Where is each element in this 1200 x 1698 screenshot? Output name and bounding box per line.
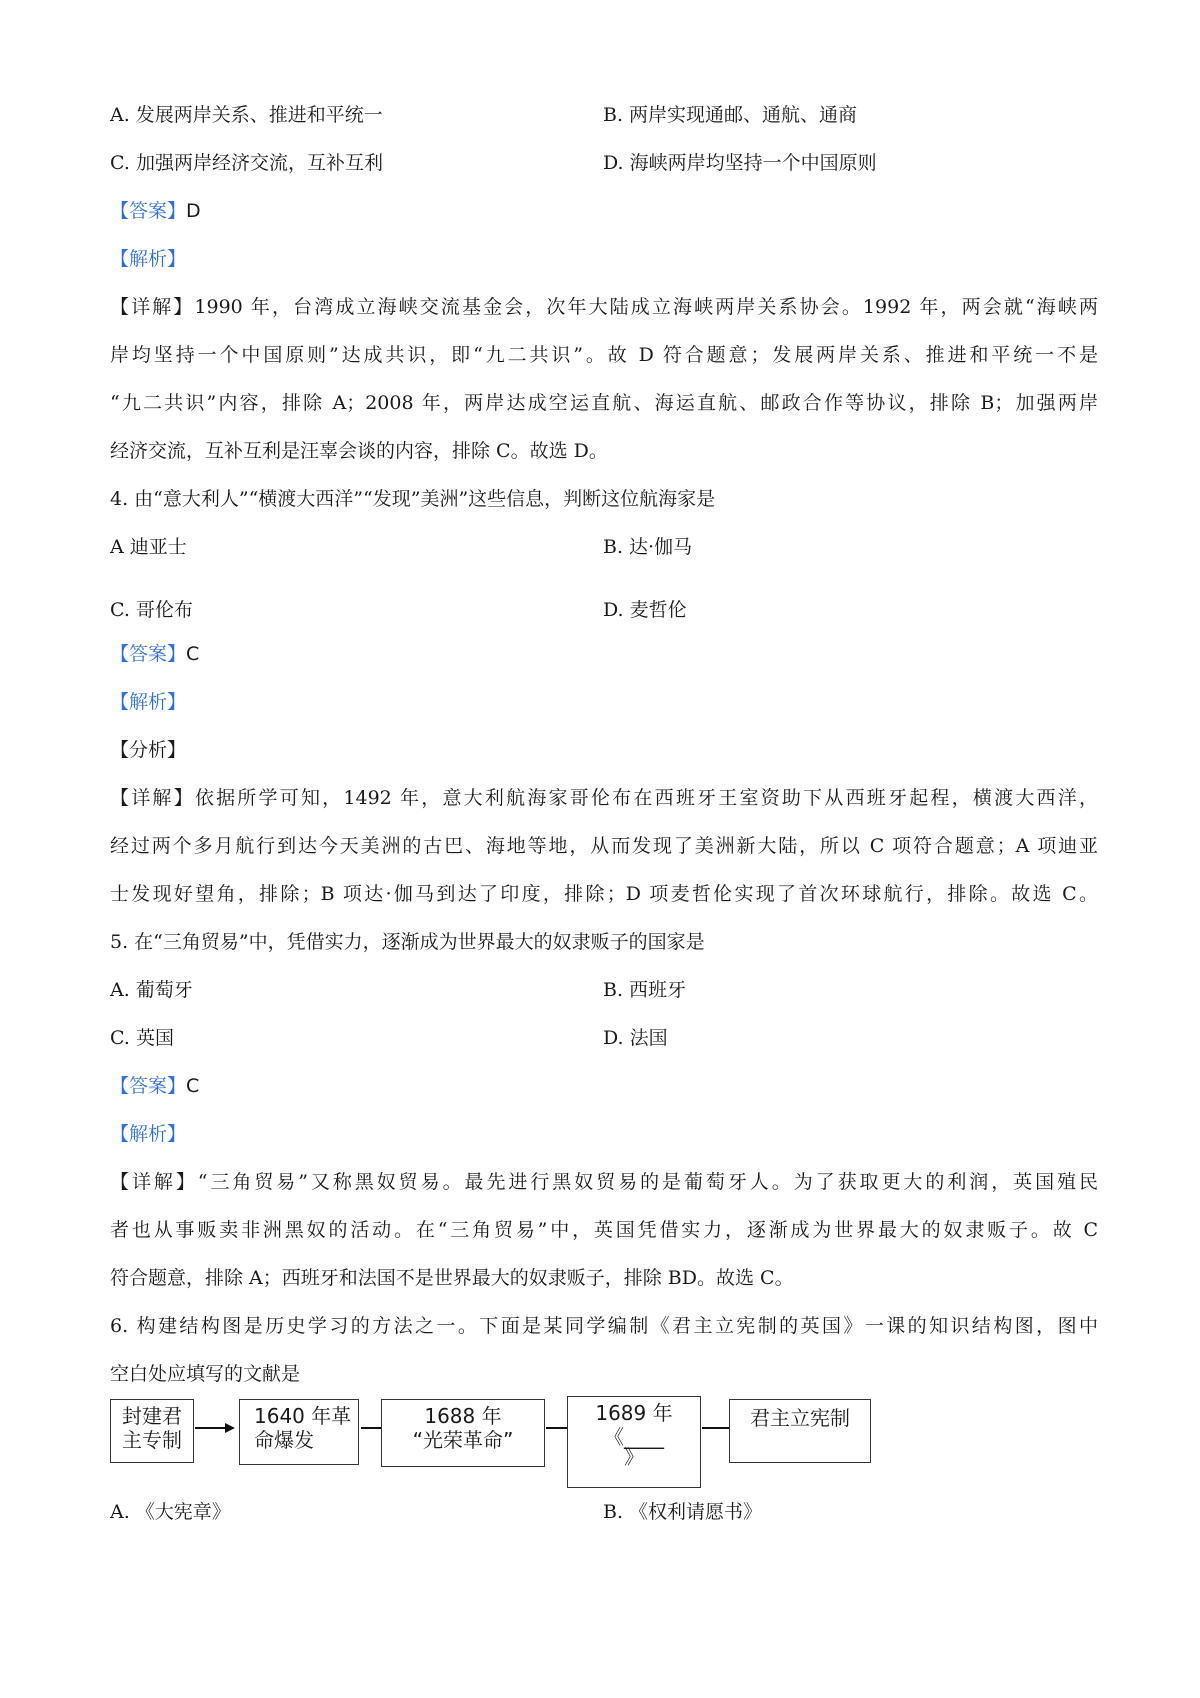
q5-answer — [110, 1077, 199, 1096]
detail-tag: 【详解】 — [110, 1171, 198, 1193]
q5-analysis-tag: 【解析】 — [110, 1123, 187, 1145]
arrow-right-icon — [195, 1420, 237, 1436]
box-text: 》 — [624, 1445, 644, 1469]
q6-option-a: A. 《大宪章》 — [110, 1501, 231, 1523]
q5-stem: 5. 在“三角贸易”中，凭借实力，逐渐成为世界最大的奴隶贩子的国家是 — [110, 931, 705, 953]
answer-value: C — [186, 1075, 200, 1097]
q6-option-b: B. 《权利请愿书》 — [603, 1501, 763, 1523]
q5-detail-line-1 — [110, 1173, 1098, 1192]
diagram-box-1640-revolution — [239, 1399, 359, 1465]
q4-analysis-tag: 【解析】 — [110, 691, 187, 713]
box-text: 命爆发 — [254, 1428, 314, 1452]
detail-text: “三角贸易”又称黑奴贸易。最先进行黑奴贸易的是葡萄牙人。为了获取更大的利润，英国殖民 — [197, 1171, 1098, 1193]
answer-tag: 【答案】 — [110, 643, 187, 665]
q4-fenxi-tag: 【分析】 — [110, 739, 187, 761]
q5-option-c: C. 英国 — [110, 1027, 174, 1049]
answer-value: D — [186, 200, 201, 222]
detail-text: 依据所学可知，1492 年，意大利航海家哥伦布在西班牙王室资助下从西班牙起程，横渡大西洋， — [194, 787, 1098, 809]
q4-option-d: D. 麦哲伦 — [603, 599, 687, 621]
q4-answer — [110, 645, 199, 664]
q4-option-c: C. 哥伦布 — [110, 599, 193, 621]
answer-tag: 【答案】 — [110, 1075, 187, 1097]
box-text: “光荣革命” — [412, 1428, 514, 1452]
answer-tag: 【答案】 — [110, 200, 187, 222]
q4-detail-line-1 — [110, 789, 1098, 808]
q5-option-b: B. 西班牙 — [603, 979, 687, 1001]
diagram-box-1689-blank-document — [567, 1396, 701, 1488]
q3-answer — [110, 202, 201, 221]
box-text: 封建君 — [122, 1404, 182, 1428]
q4-stem: 4. 由“意大利人”“横渡大西洋”“发现”美洲”这些信息，判断这位航海家是 — [110, 488, 716, 510]
q5-option-d: D. 法国 — [603, 1027, 668, 1049]
q4-detail-line-2: 经过两个多月航行到达今天美洲的古巴、海地等地，从而发现了美洲新大陆，所以 C 项符合题意；A 项迪亚 — [110, 835, 1098, 857]
q4-detail-line-3: 士发现好望角，排除；B 项达·伽马到达了印度，排除；D 项麦哲伦实现了首次环球航行，排除。故选 C。 — [110, 883, 1098, 905]
q5-detail-line-2: 者也从事贩卖非洲黑奴的活动。在“三角贸易”中，英国凭借实力，逐渐成为世界最大的奴隶贩子。故 C — [110, 1219, 1098, 1241]
detail-tag: 【详解】 — [110, 787, 195, 809]
answer-value: C — [186, 643, 200, 665]
box-text: 君主立宪制 — [750, 1406, 850, 1430]
box-text: 主专制 — [122, 1428, 182, 1452]
q3-option-c: C. 加强两岸经济交流，互补互利 — [110, 152, 383, 174]
q4-option-a: A 迪亚士 — [110, 536, 187, 558]
q3-detail-line-4: 经济交流，互补互利是汪辜会谈的内容，排除 C。故选 D。 — [110, 440, 608, 462]
box-text: 1640 年革 — [254, 1404, 352, 1428]
q4-option-b: B. 达·伽马 — [603, 536, 693, 558]
box-blank: 《____ — [604, 1425, 664, 1449]
q3-detail-line-1 — [110, 298, 1098, 317]
q3-analysis-tag: 【解析】 — [110, 248, 187, 270]
diagram-box-constitutional-monarchy — [729, 1399, 871, 1463]
q3-option-b: B. 两岸实现通邮、通航、通商 — [603, 104, 858, 126]
q6-stem-line-2: 空白处应填写的文献是 — [110, 1363, 301, 1385]
q3-option-d: D. 海峡两岸均坚持一个中国原则 — [603, 152, 877, 174]
box-text: 1688 年 — [424, 1404, 502, 1428]
q6-stem-line-1: 6. 构建结构图是历史学习的方法之一。下面是某同学编制《君主立宪制的英国》一课的知识结构图，图中 — [110, 1315, 1098, 1337]
q5-detail-line-3: 符合题意，排除 A；西班牙和法国不是世界最大的奴隶贩子，排除 BD。故选 C。 — [110, 1267, 794, 1289]
q3-detail-line-2: 岸均坚持一个中国原则”达成共识，即“九二共识”。故 D 符合题意；发展两岸关系、推进和平统一不是 — [110, 344, 1098, 366]
detail-text: 1990 年，台湾成立海峡交流基金会，次年大陆成立海峡两岸关系协会。1992 年，两会就“海峡两 — [194, 296, 1098, 318]
q5-option-a: A. 葡萄牙 — [110, 979, 193, 1001]
detail-tag: 【详解】 — [110, 296, 195, 318]
diagram-box-1688-glorious-revolution — [381, 1399, 545, 1467]
diagram-box-feudal-monarchy — [110, 1399, 194, 1463]
q3-option-a: A. 发展两岸关系、推进和平统一 — [110, 104, 383, 126]
box-text: 1689 年 — [595, 1401, 673, 1425]
q3-detail-line-3: “九二共识”内容，排除 A；2008 年，两岸达成空运直航、海运直航、邮政合作等协议，排除 B；加强两岸 — [110, 392, 1098, 414]
